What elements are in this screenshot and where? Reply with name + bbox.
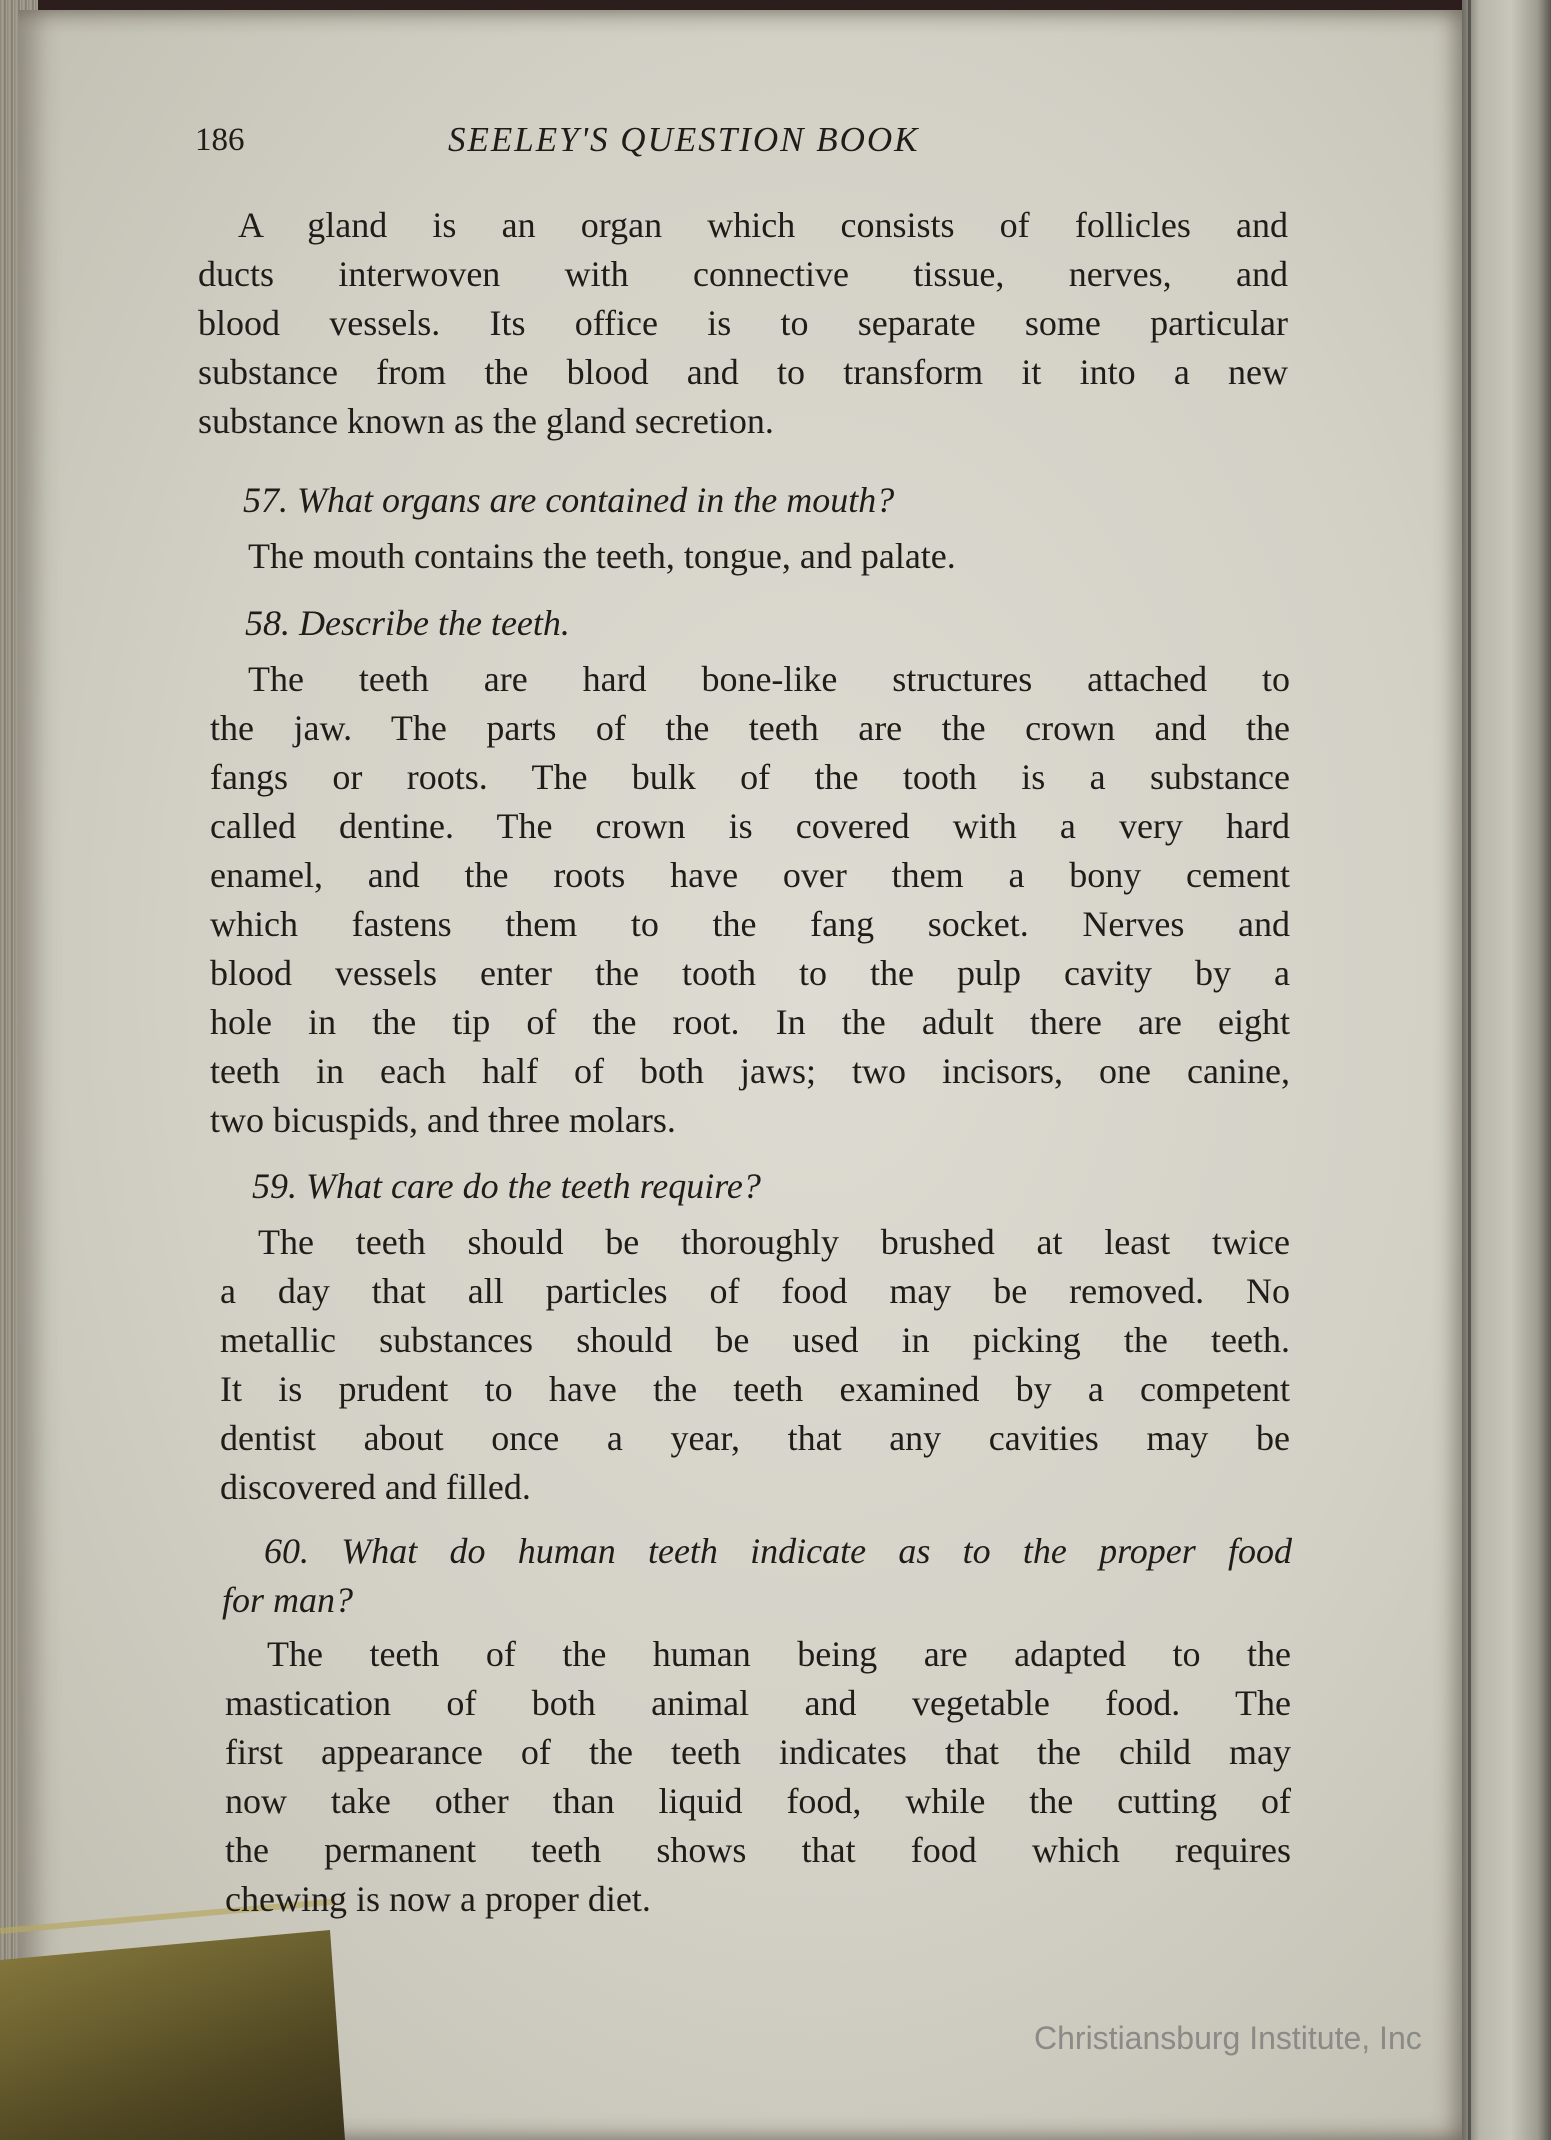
intro-line: blood vessels. Its office is to separate some particular xyxy=(198,303,1288,343)
page-number: 186 xyxy=(195,122,245,158)
right-page-edge xyxy=(1462,0,1551,2140)
book-cover-corner xyxy=(0,1930,345,2140)
answer-60 xyxy=(225,1630,1291,1924)
answer-58-line: hole in the tip of the root. In the adult there are eight xyxy=(210,1002,1290,1042)
answer-57 xyxy=(248,532,1208,581)
question-59 xyxy=(252,1162,761,1211)
question-57-line: 57. What organs are contained in the mouth? xyxy=(243,480,895,520)
answer-59-line: metallic substances should be used in picking the teeth. xyxy=(220,1320,1290,1360)
answer-59-line: It is prudent to have the teeth examined by a competent xyxy=(220,1369,1290,1409)
question-58-line: 58. Describe the teeth. xyxy=(245,603,570,643)
question-60 xyxy=(222,1527,1292,1625)
answer-60-line: now take other than liquid food, while the cutting of xyxy=(225,1781,1291,1821)
answer-59-line: a day that all particles of food may be removed. No xyxy=(220,1271,1290,1311)
answer-60-line: first appearance of the teeth indicates that the child may xyxy=(225,1732,1291,1772)
answer-60-line: The teeth of the human being are adapted to the xyxy=(267,1634,1291,1674)
answer-59 xyxy=(220,1218,1290,1512)
answer-59-line: dentist about once a year, that any cavities may be xyxy=(220,1418,1290,1458)
answer-58-line: the jaw. The parts of the teeth are the crown and the xyxy=(210,708,1290,748)
answer-59-line: The teeth should be thoroughly brushed at least twice xyxy=(258,1222,1290,1262)
answer-59-line: discovered and filled. xyxy=(220,1467,531,1507)
question-60-line: for man? xyxy=(222,1580,354,1620)
answer-58-line: blood vessels enter the tooth to the pulp cavity by a xyxy=(210,953,1290,993)
answer-58-line: two bicuspids, and three molars. xyxy=(210,1100,676,1140)
question-58 xyxy=(245,599,570,648)
answer-58-line: The teeth are hard bone-like structures attached to xyxy=(248,659,1290,699)
intro-line: substance from the blood and to transform it into a new xyxy=(198,352,1288,392)
answer-60-line: mastication of both animal and vegetable food. The xyxy=(225,1683,1291,1723)
running-title: SEELEY'S QUESTION BOOK xyxy=(448,120,920,159)
question-59-line: 59. What care do the teeth require? xyxy=(252,1166,761,1206)
question-57 xyxy=(243,476,894,525)
answer-57-line: The mouth contains the teeth, tongue, and palate. xyxy=(248,536,956,576)
answer-58 xyxy=(210,655,1290,1145)
intro-line: substance known as the gland secretion. xyxy=(198,401,774,441)
answer-60-line: the permanent teeth shows that food which requires xyxy=(225,1830,1291,1870)
watermark-credit: Christiansburg Institute, Inc xyxy=(1034,2020,1422,2056)
answer-58-line: which fastens them to the fang socket. Nerves and xyxy=(210,904,1290,944)
answer-60-line: chewing is now a proper diet. xyxy=(225,1879,651,1919)
answer-58-line: teeth in each half of both jaws; two incisors, one canine, xyxy=(210,1051,1290,1091)
question-60-line: 60. What do human teeth indicate as to the proper food xyxy=(264,1531,1292,1571)
answer-58-line: fangs or roots. The bulk of the tooth is a substance xyxy=(210,757,1290,797)
intro-paragraph xyxy=(198,201,1288,446)
answer-58-line: enamel, and the roots have over them a bony cement xyxy=(210,855,1290,895)
intro-line: ducts interwoven with connective tissue, nerves, and xyxy=(198,254,1288,294)
intro-line: A gland is an organ which consists of follicles and xyxy=(238,205,1288,245)
answer-58-line: called dentine. The crown is covered with a very hard xyxy=(210,806,1290,846)
